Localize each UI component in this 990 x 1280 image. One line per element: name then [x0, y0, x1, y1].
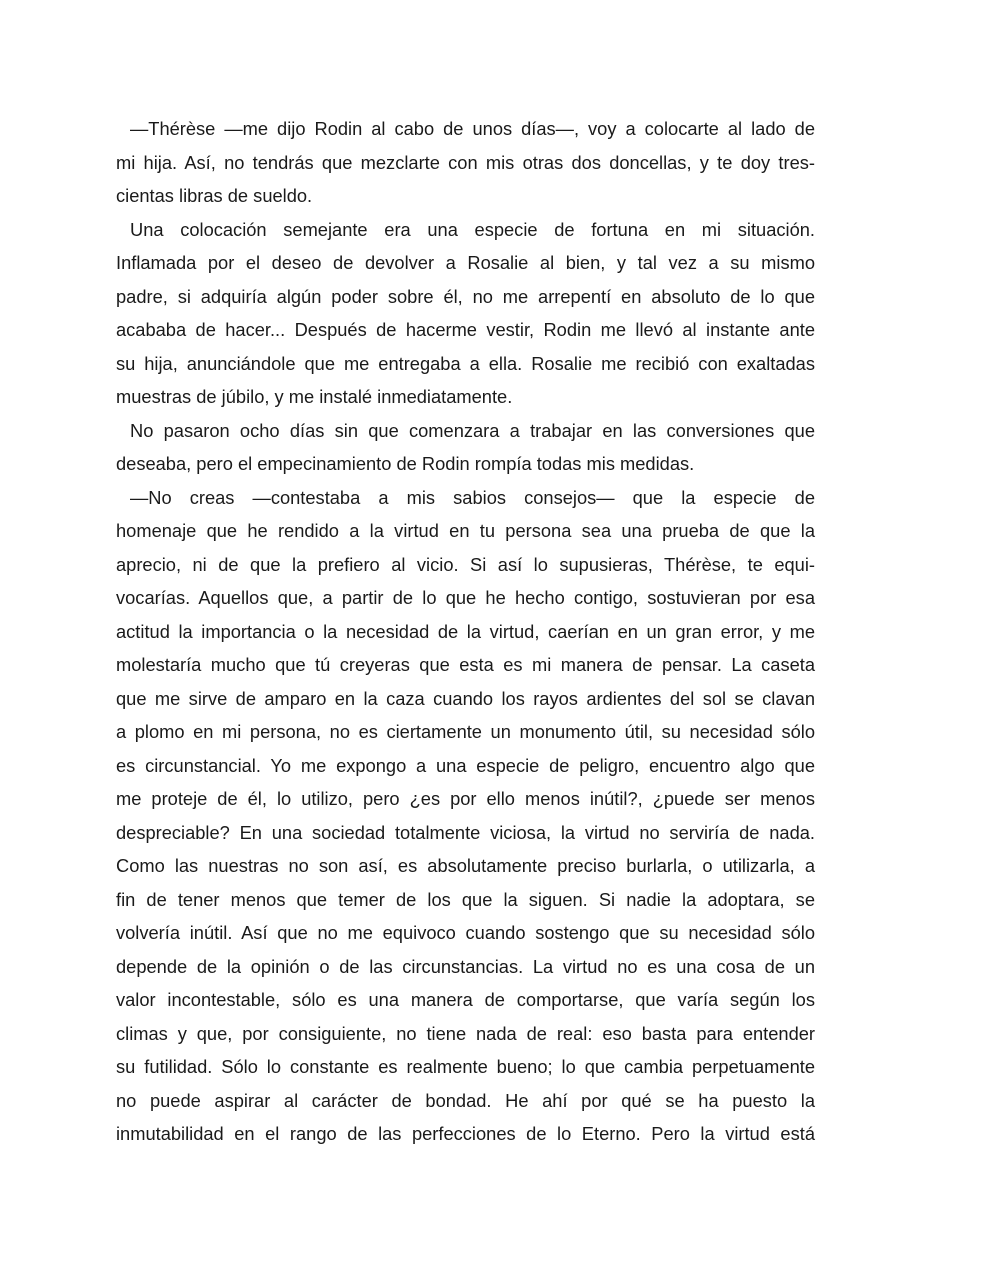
- text-line: No pasaron ocho días sin que comenzara a trabajar en las conversiones que: [130, 419, 815, 441]
- text-line: muestras de júbilo, y me instalé inmediatamente.: [116, 386, 513, 407]
- text-line: su futilidad. Sólo lo constante es realmente bueno; lo que cambia perpetuamente: [116, 1056, 815, 1077]
- text-line: climas y que, por consiguiente, no tiene nada de real: eso basta para entender: [116, 1022, 815, 1044]
- text-line: su hija, anunciándole que me entregaba a ella. Rosalie me recibió con exaltadas: [116, 352, 815, 374]
- text-line: vocarías. Aquellos que, a partir de lo que he hecho contigo, sostuvieran por esa: [116, 587, 815, 608]
- text-line: valor incontestable, sólo es una manera de comportarse, que varía según los: [116, 989, 815, 1010]
- text-line: depende de la opinión o de las circunstancias. La virtud no es una cosa de un: [116, 955, 815, 977]
- text-line: padre, si adquiría algún poder sobre él, no me arrepentí en absoluto de lo que: [116, 285, 815, 307]
- text-line: despreciable? En una sociedad totalmente viciosa, la virtud no serviría de nada.: [116, 821, 815, 843]
- document-page: [116, 112, 815, 1151]
- text-line: homenaje que he rendido a la virtud en tu persona sea una prueba de que la: [116, 520, 815, 541]
- text-line: Inflamada por el deseo de devolver a Rosalie al bien, y tal vez a su mismo: [116, 252, 815, 273]
- text-line: es circunstancial. Yo me expongo a una especie de peligro, encuentro algo que: [116, 754, 815, 776]
- text-line: que me sirve de amparo en la caza cuando los rayos ardientes del sol se clavan: [116, 687, 815, 709]
- text-line: —No creas —contestaba a mis sabios consejos— que la especie de: [130, 486, 815, 508]
- text-line: no puede aspirar al carácter de bondad. He ahí por qué se ha puesto la: [116, 1089, 815, 1111]
- text-line: Una colocación semejante era una especie de fortuna en mi situación.: [130, 218, 815, 240]
- text-line: volvería inútil. Así que no me equivoco cuando sostengo que su necesidad sólo: [116, 922, 815, 943]
- text-line: a plomo en mi persona, no es ciertamente un monumento útil, su necesidad sólo: [116, 721, 815, 742]
- text-line: inmutabilidad en el rango de las perfecciones de lo Eterno. Pero la virtud está: [116, 1123, 815, 1144]
- text-line: acababa de hacer... Después de hacerme vestir, Rodin me llevó al instante ante: [116, 319, 815, 340]
- text-line: molestaría mucho que tú creyeras que esta es mi manera de pensar. La caseta: [116, 654, 815, 675]
- text-line: actitud la importancia o la necesidad de la virtud, caerían en un gran error, y me: [116, 620, 815, 642]
- text-line: me proteje de él, lo utilizo, pero ¿es por ello menos inútil?, ¿puede ser menos: [116, 788, 815, 809]
- text-line: cientas libras de sueldo.: [116, 185, 313, 206]
- text-line: Como las nuestras no son así, es absolutamente preciso burlarla, o utilizarla, a: [116, 855, 815, 876]
- text-line: deseaba, pero el empecinamiento de Rodin rompía todas mis medidas.: [116, 453, 695, 474]
- text-line: mi hija. Así, no tendrás que mezclarte con mis otras dos doncellas, y te doy tres-: [116, 151, 815, 173]
- text-line: aprecio, ni de que la prefiero al vicio. Si así lo supusieras, Thérèse, te equi-: [116, 553, 815, 575]
- text-line: —Thérèse —me dijo Rodin al cabo de unos días—, voy a colocarte al lado de: [130, 118, 815, 139]
- text-line: fin de tener menos que temer de los que la siguen. Si nadie la adoptara, se: [116, 888, 815, 910]
